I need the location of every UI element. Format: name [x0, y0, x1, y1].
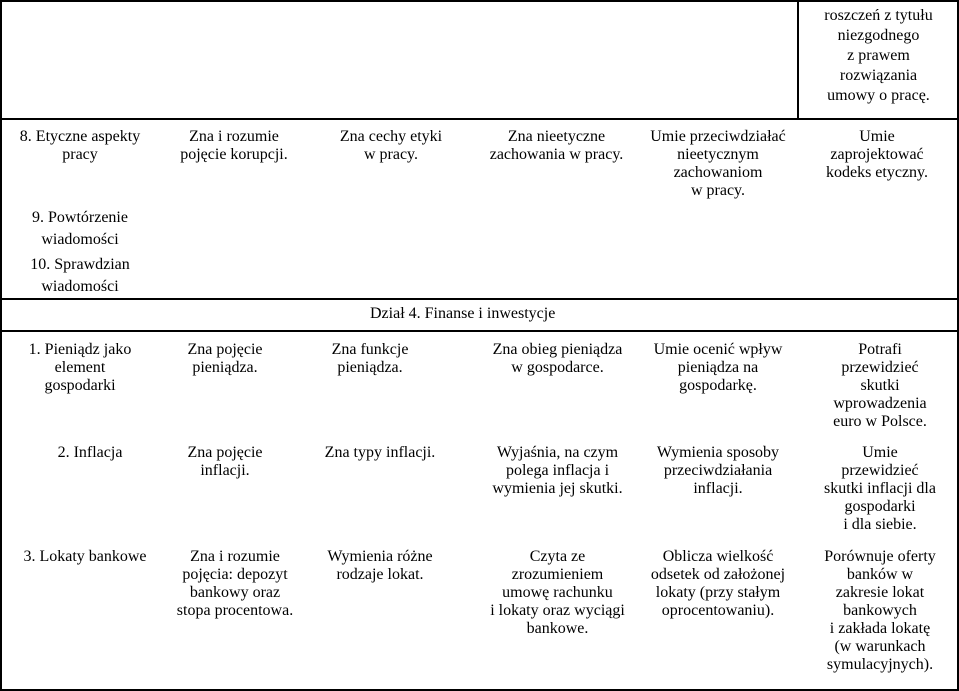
inflation-c4: Wymienia sposoby przeciwdziałania inflacji.: [656, 444, 780, 497]
grid-line-section-top: [0, 298, 959, 300]
ethics-c4: Umie przeciwdziałać nieetycznym zachowaniom w pracy.: [650, 128, 786, 199]
grid-line-col5-top: [797, 0, 799, 120]
inflation-c1: Zna pojęcie inflacji.: [187, 444, 263, 479]
topic-inflation: 2. Inflacja: [57, 444, 123, 461]
deposits-c4: Oblicza wielkość odsetek od założonej lokaty (przy stałym oprocentowaniu).: [650, 548, 786, 619]
ethics-c5: Umie zaprojektować kodeks etyczny.: [825, 128, 929, 181]
deposits-c5: Porównuje oferty banków w zakresie lokat bankowych i zakłada lokatę (w warunkach symulacyjnych).: [824, 548, 936, 673]
money-c4: Umie ocenić wpływ pieniądza na gospodarkę.: [653, 341, 783, 394]
inflation-c3: Wyjaśnia, na czym polega inflacja i wymienia jej skutki.: [492, 444, 623, 497]
top-right-continuation: roszczeń z tytułu niezgodnego z prawem rozwiązania umowy o pracę.: [824, 7, 933, 104]
topic-ethics: 8. Etyczne aspekty pracy: [19, 128, 141, 163]
topic-money: 1. Pieniądz jako element gospodarki: [28, 341, 132, 394]
section-title: Dział 4. Finanse i inwestycje: [370, 305, 556, 322]
money-c5: Potrafi przewidzieć skutki wprowadzenia euro w Polsce.: [833, 341, 927, 430]
topic-test: 10. Sprawdzian wiadomości: [30, 256, 130, 295]
ethics-c2: Zna cechy etyki w pracy.: [339, 128, 443, 163]
deposits-c1: Zna i rozumie pojęcia: depozyt bankowy oraz stopa procentowa.: [176, 548, 294, 619]
grid-line-top: [0, 0, 959, 2]
money-c1: Zna pojęcie pieniądza.: [187, 341, 263, 376]
topic-review: 9. Powtórzenie wiadomości: [32, 209, 128, 248]
money-c3: Zna obieg pieniądza w gospodarce.: [492, 341, 623, 376]
grid-line-row8-top: [0, 118, 959, 120]
topic-deposits: 3. Lokaty bankowe: [23, 548, 147, 565]
deposits-c3: Czyta ze zrozumieniem umowę rachunku i lokaty oraz wyciągi bankowe.: [490, 548, 625, 637]
inflation-c2: Zna typy inflacji.: [324, 444, 436, 461]
money-c2: Zna funkcje pieniądza.: [331, 341, 409, 376]
deposits-c2: Wymienia różne rodzaje lokat.: [327, 548, 433, 583]
inflation-c5: Umie przewidzieć skutki inflacji dla gospodarki i dla siebie.: [824, 444, 936, 533]
grid-line-section-bottom: [0, 330, 959, 332]
ethics-c1: Zna i rozumie pojęcie korupcji.: [180, 128, 288, 163]
ethics-c3: Zna nieetyczne zachowania w pracy.: [489, 128, 624, 163]
